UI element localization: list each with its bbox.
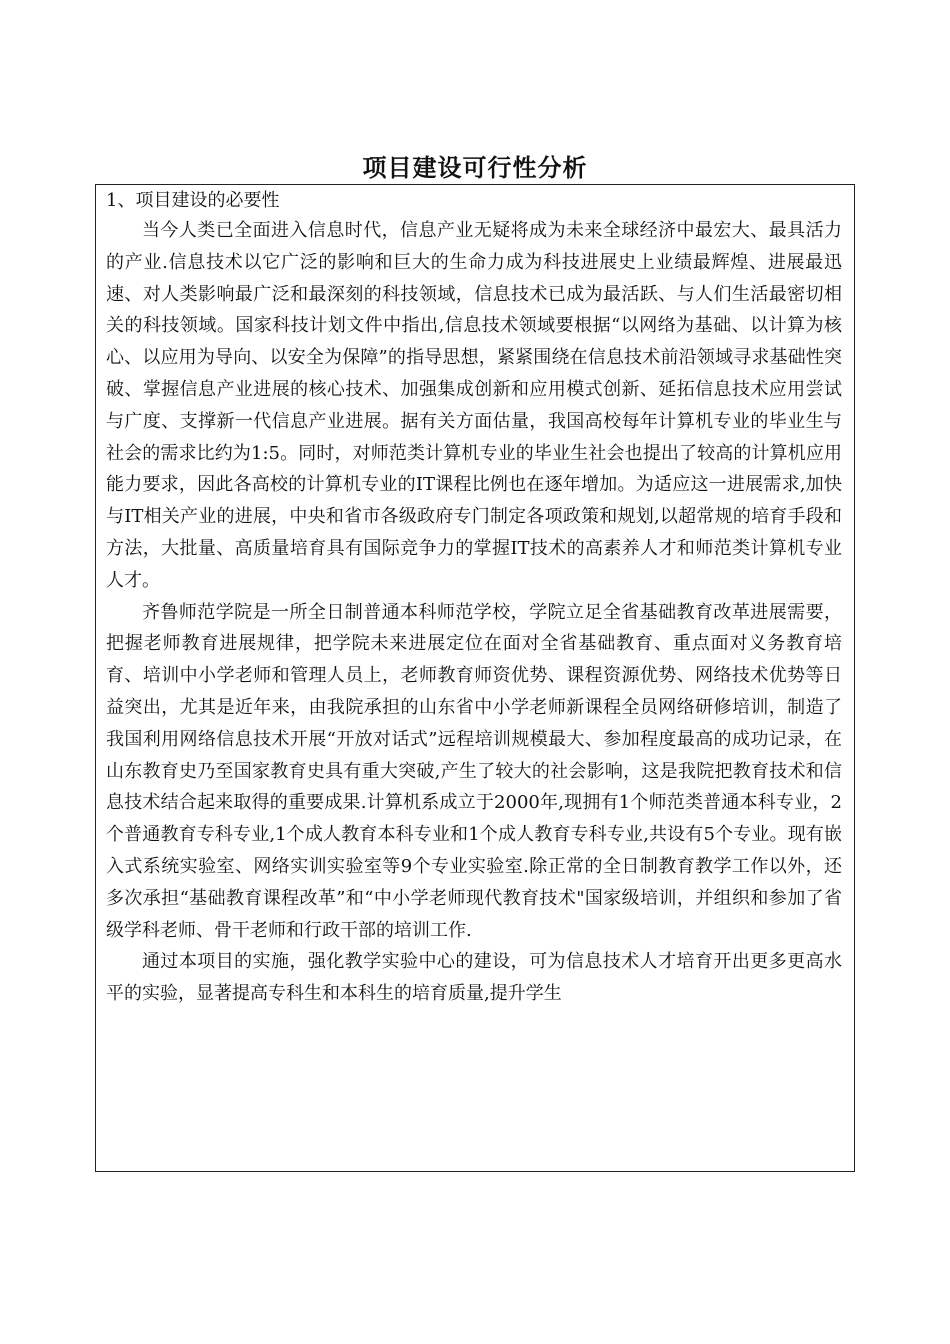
section-heading: 1、项目建设的必要性 (106, 190, 280, 211)
document-title: 项目建设可行性分析 (362, 153, 588, 182)
paragraph-2: 齐鲁师范学院是一所全日制普通本科师范学校，学院立足全省基础教育改革进展需要，把握老师教育进展规律，把学院未来进展定位在面对全省基础教育、重点面对义务教育培育、培训中小学老师和管理人员上，老师教育师资优势、课程资源优势、网络技术优势等日益突出，尤其是近年来，由我院承担的山东省中小学老师新课程全员网络研修培训，制造了我国利用网络信息技术开展“开放对话式”远程培训规模最大、参加程度最高的成功记录，在山东教育史乃至国家教育史具有重大突破,产生了较大的社会影响，这是我院把教育技术和信息技术结合起来取得的重要成果.计算机系成立于2000年,现拥有1个师范类普通本科专业，2个普通教育专科专业,1个成人教育本科专业和1个成人教育专科专业,共设有5个专业。现有嵌入式系统实验室、网络实训实验室等9个专业实验室.除正常的全日制教育教学工作以外，还多次承担“基础教育课程改革”和“中小学老师现代教育技术"国家级培训，并组织和参加了省级学科老师、骨干老师和行政干部的培训工作. (106, 601, 842, 941)
paragraph-3: 通过本项目的实施，强化教学实验中心的建设，可为信息技术人才培育开出更多更高水平的实验，显著提高专科生和本科生的培育质量,提升学生 (106, 951, 842, 1005)
content-frame (95, 184, 855, 1172)
paragraph-1: 当今人类已全面进入信息时代，信息产业无疑将成为未来全球经济中最宏大、最具活力的产业.信息技术以它广泛的影响和巨大的生命力成为科技进展史上业绩最辉煌、进展最迅速、对人类影响最广泛和最深刻的科技领域，信息技术已成为最活跃、与人们生活最密切相关的科技领域。国家科技计划文件中指出,信息技术领域要根据“以网络为基础、以计算为核心、以应用为导向、以安全为保障”的指导思想，紧紧围绕在信息技术前沿领域寻求基础性突破、掌握信息产业进展的核心技术、加强集成创新和应用模式创新、延拓信息技术应用尝试与广度、支撑新一代信息产业进展。据有关方面估量，我国高校每年计算机专业的毕业生与社会的需求比约为1:5。同时，对师范类计算机专业的毕业生社会也提出了较高的计算机应用能力要求，因此各高校的计算机专业的IT课程比例也在逐年增加。为适应这一进展需求,加快与IT相关产业的进展，中央和省市各级政府专门制定各项政策和规划,以超常规的培育手段和方法，大批量、高质量培育具有国际竞争力的掌握IT技术的高素养人才和师范类计算机专业人才。 (106, 220, 842, 591)
